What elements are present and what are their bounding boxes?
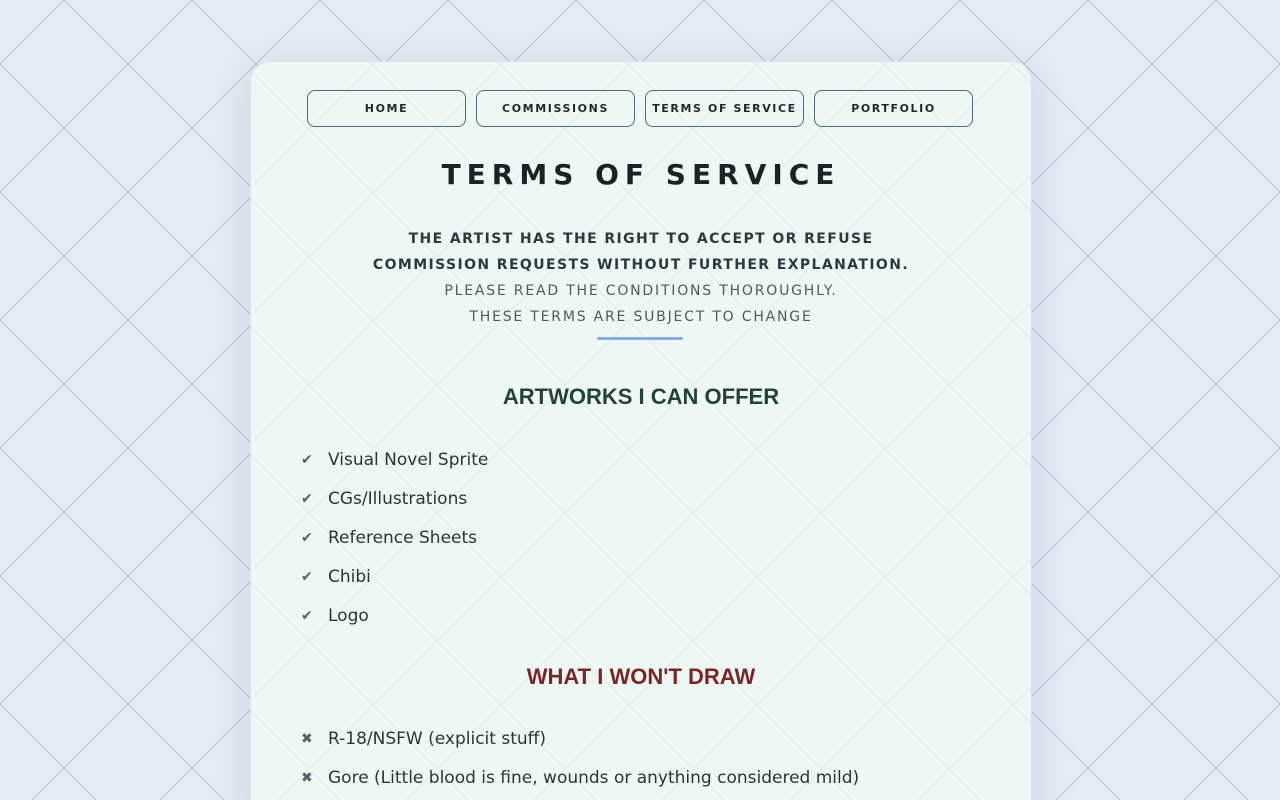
list-item: [301, 557, 488, 596]
intro-line-4: THESE TERMS ARE SUBJECT TO CHANGE: [469, 309, 813, 325]
list-item: [301, 719, 859, 758]
section-divider: [597, 337, 683, 340]
nav-portfolio-button[interactable]: PORTFOLIO: [814, 90, 973, 127]
list-item: [301, 479, 488, 518]
offer-item-label: Reference Sheets: [328, 527, 478, 548]
check-icon: ✔: [301, 451, 313, 468]
intro-line-1: THE ARTIST HAS THE RIGHT TO ACCEPT OR REFUSE: [408, 231, 874, 247]
offer-heading: ARTWORKS I CAN OFFER: [502, 384, 780, 409]
list-item: [301, 758, 859, 797]
wont-item-label: R-18/NSFW (explicit stuff): [328, 728, 546, 749]
offer-item-label: CGs/Illustrations: [328, 488, 468, 509]
check-icon: ✔: [301, 568, 313, 585]
check-icon: ✔: [301, 607, 313, 624]
check-icon: ✔: [301, 490, 313, 507]
wont-draw-heading: WHAT I WON'T DRAW: [526, 664, 756, 689]
nav-home-button[interactable]: HOME: [307, 90, 466, 127]
wont-draw-list: [301, 719, 859, 797]
wont-item-label: Gore (Little blood is fine, wounds or anything considered mild): [328, 767, 860, 788]
offer-item-label: Chibi: [328, 566, 371, 587]
list-item: [301, 518, 488, 557]
cross-icon: ✖: [301, 730, 313, 747]
offer-list: [301, 440, 488, 635]
offer-item-label: Logo: [328, 605, 369, 626]
intro-line-3: PLEASE READ THE CONDITIONS THOROUGHLY.: [444, 283, 838, 299]
nav-terms-of-service-button[interactable]: TERMS OF SERVICE: [645, 90, 804, 127]
top-nav: [307, 90, 973, 127]
intro-line-2: COMMISSION REQUESTS WITHOUT FURTHER EXPLANATION.: [372, 257, 910, 273]
intro-text: [251, 226, 1031, 330]
check-icon: ✔: [301, 529, 313, 546]
cross-icon: ✖: [301, 769, 313, 786]
nav-commissions-button[interactable]: COMMISSIONS: [476, 90, 635, 127]
offer-item-label: Visual Novel Sprite: [328, 449, 489, 470]
tos-card: [250, 61, 1032, 800]
list-item: [301, 596, 488, 635]
list-item: [301, 440, 488, 479]
page-title: TERMS OF SERVICE: [441, 158, 841, 191]
